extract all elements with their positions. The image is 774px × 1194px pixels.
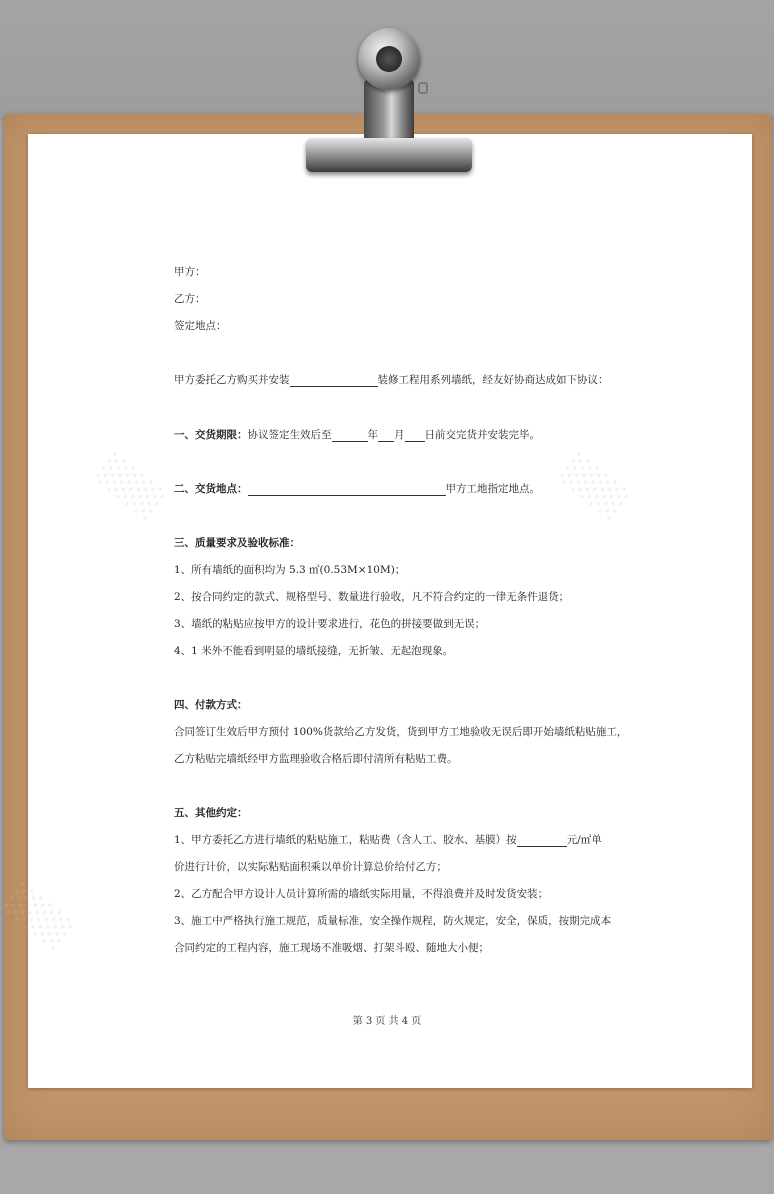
section-5-item-1	[174, 833, 602, 847]
section-2	[174, 482, 540, 496]
section-2-title: 二、交货地点：	[174, 483, 248, 495]
price-blank	[517, 835, 567, 847]
section-3-item: 2、按合同约定的款式、规格型号、数量进行验收，凡不符合约定的一律无条件退货；	[174, 591, 570, 603]
section-1-title: 一、交货期限：	[174, 429, 248, 441]
project-blank	[290, 375, 378, 387]
section-3-title: 三、质量要求及验收标准：	[174, 537, 300, 549]
section-4-line: 合同签订生效后甲方预付 100%货款给乙方发货，货到甲方工地验收无误后即开始墙纸粘贴施工，	[174, 726, 628, 738]
section-5-item-3-cont: 合同约定的工程内容，施工现场不准吸烟、打架斗殴、随地大小便；	[174, 942, 489, 954]
intro-line	[174, 373, 609, 387]
party-a-label: 甲方：	[174, 266, 206, 278]
section-3-item: 4、1 米外不能看到明显的墙纸接缝，无折皱、无起泡现象。	[174, 645, 454, 657]
intro-text-2: 装修工程用系列墙纸，经友好协商达成如下协议：	[377, 374, 609, 386]
binder-clip	[300, 24, 476, 176]
section-3-item: 1、所有墙纸的面积均为 5.3 ㎡(0.53M×10M)；	[174, 564, 406, 576]
location-label: 签定地点：	[174, 320, 227, 332]
intro-text-1: 甲方委托乙方购买并安装	[174, 374, 290, 386]
clip-ring	[358, 28, 420, 90]
day-blank	[405, 430, 425, 442]
section-5-item-1-text-a: 1、甲方委托乙方进行墙纸的粘贴施工，粘贴费（含人工、胶水、基膜）按	[174, 834, 517, 846]
section-5-item-3: 3、施工中严格执行施工规范，质量标准，安全操作规程，防火规定，安全，保质，按期完成本	[174, 915, 612, 927]
section-5-item-2: 2、乙方配合甲方设计人员计算所需的墙纸实际用量，不得浪费并及时发货安装；	[174, 888, 549, 900]
watermark: ░░░	[556, 452, 633, 523]
clip-hook	[418, 82, 428, 94]
section-5-item-1-text-b: 元/㎡单	[566, 834, 602, 846]
month-blank	[378, 430, 394, 442]
section-1	[174, 428, 540, 442]
month-label: 月	[394, 429, 405, 441]
section-1-text-2: 日前交完货并安装完毕。	[424, 429, 540, 441]
section-4-line: 乙方粘贴完墙纸经甲方监理验收合格后即付清所有粘贴工费。	[174, 753, 458, 765]
delivery-place-blank	[248, 484, 446, 496]
party-b-label: 乙方：	[174, 293, 206, 305]
year-label: 年	[367, 429, 378, 441]
page-number: 第 3 页 共 4 页	[352, 1016, 422, 1027]
year-blank	[332, 430, 368, 442]
section-5-item-1-cont: 价进行计价，以实际粘贴面积乘以单价计算总价给付乙方；	[174, 861, 447, 873]
section-3-item: 3、墙纸的粘贴应按甲方的设计要求进行，花色的拼接要做到无误；	[174, 618, 486, 630]
clip-bar	[306, 138, 472, 172]
section-2-text: 甲方工地指定地点。	[445, 483, 540, 495]
watermark: ░░░	[92, 452, 169, 523]
watermark: ░░░	[0, 882, 77, 953]
section-5-title: 五、其他约定：	[174, 807, 248, 819]
section-1-text-1: 协议签定生效后至	[247, 429, 332, 441]
section-4-title: 四、付款方式：	[174, 699, 248, 711]
